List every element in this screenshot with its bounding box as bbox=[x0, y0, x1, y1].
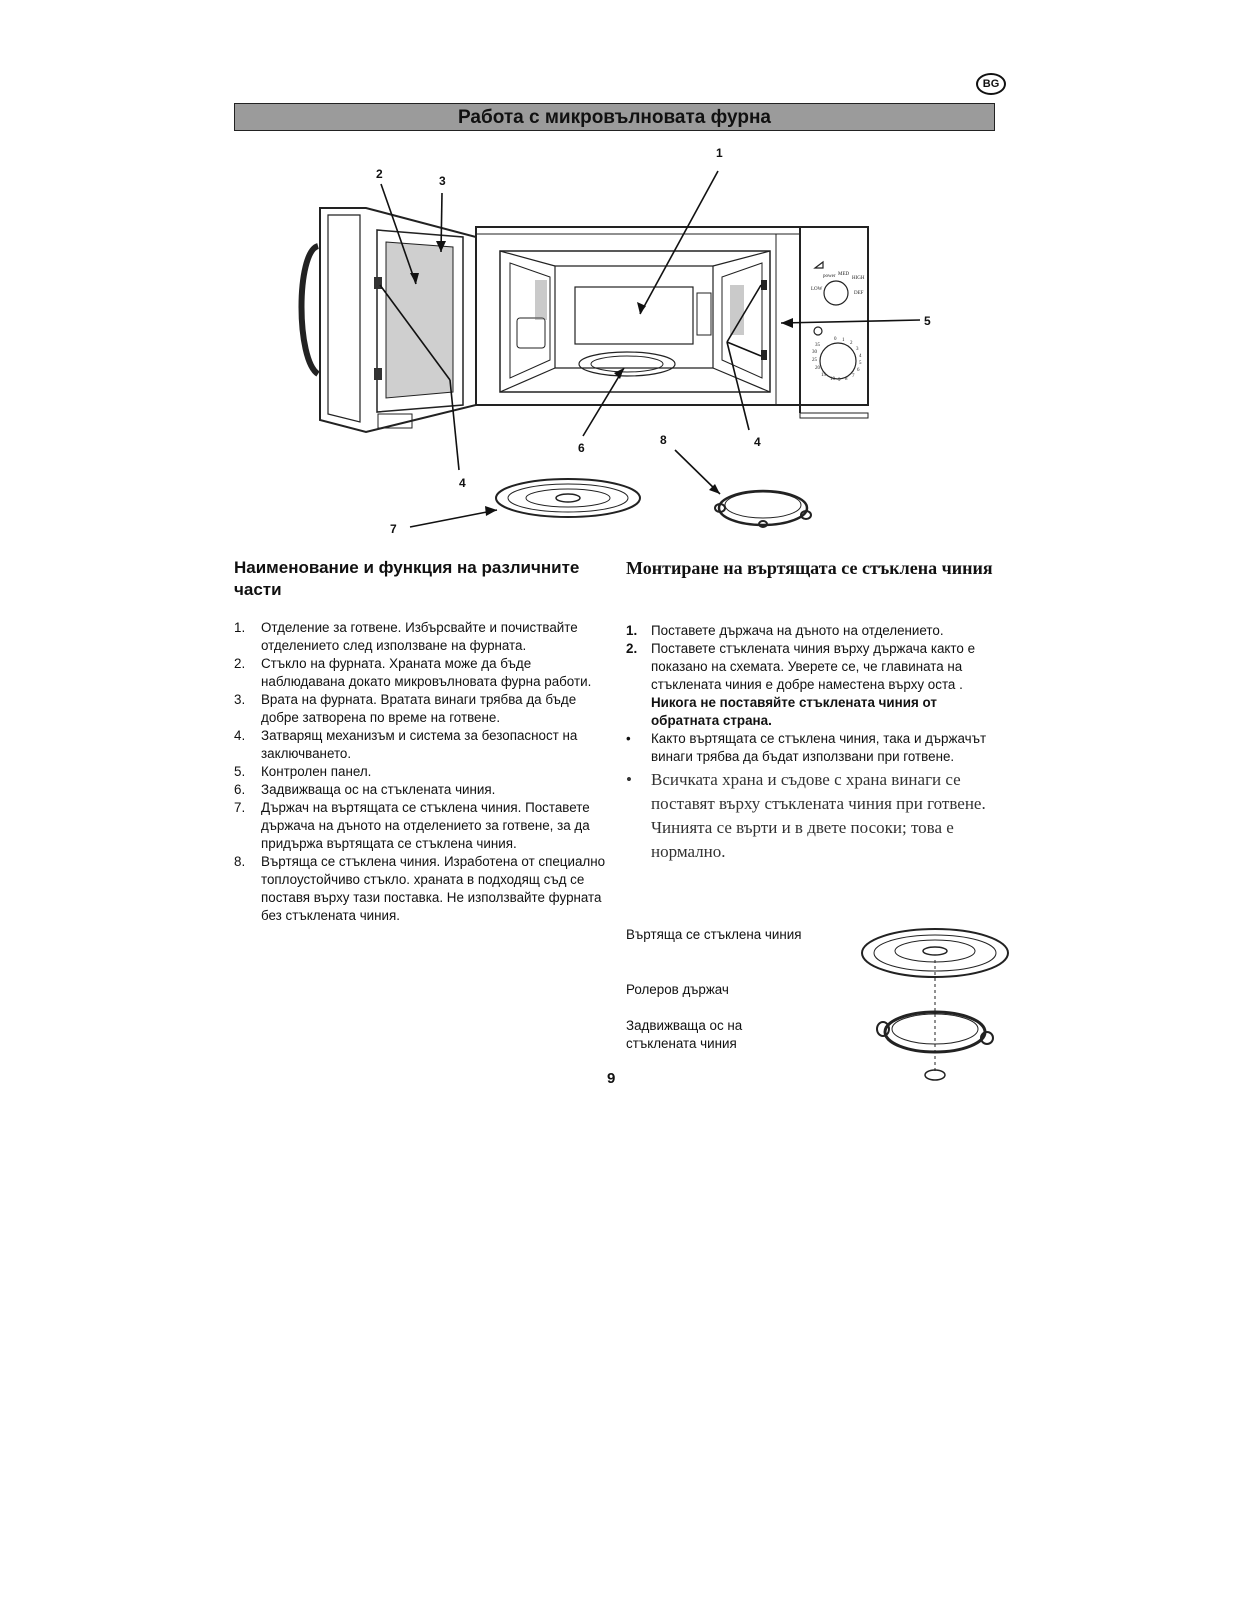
callout-7: 7 bbox=[390, 522, 397, 536]
list-item: 4. Затварящ механизъм и система за безопасност на заключването. bbox=[234, 728, 578, 761]
door-hook-lower bbox=[374, 368, 382, 380]
svg-text:35: 35 bbox=[815, 343, 820, 348]
callout-2: 2 bbox=[376, 167, 383, 181]
list-item: 6. Задвижваща ос на стъклената чиния. bbox=[234, 782, 496, 797]
list-item: 3. Врата на фурната. Вратата винаги трябва да бъде добре затворена по време на готвене. bbox=[234, 692, 577, 725]
svg-text:0: 0 bbox=[834, 337, 837, 342]
assembly-diagram bbox=[850, 925, 1020, 1085]
install-heading: Монтиране на въртящата се стъклена чиния bbox=[626, 558, 993, 578]
svg-text:power: power bbox=[823, 274, 836, 279]
page-title: Работа с микровълновата фурна bbox=[234, 103, 995, 131]
svg-text:LOW: LOW bbox=[811, 287, 823, 292]
svg-text:MED: MED bbox=[838, 272, 850, 277]
warning-text: Никога не поставяйте стъклената чиния от обратната страна. bbox=[651, 695, 937, 728]
callout-1: 1 bbox=[716, 146, 723, 160]
caption-roller: Ролеров държач bbox=[626, 982, 729, 997]
callout-5: 5 bbox=[924, 314, 931, 328]
svg-text:6: 6 bbox=[857, 368, 860, 373]
glass-tray bbox=[496, 479, 640, 517]
svg-text:10: 10 bbox=[830, 377, 835, 382]
svg-text:25: 25 bbox=[812, 358, 817, 363]
caption-shaft: Задвижваща ос на стъклената чиния bbox=[626, 1018, 743, 1051]
callout-8: 8 bbox=[660, 433, 667, 447]
callout-4-left: 4 bbox=[459, 476, 466, 490]
parts-heading: Наименование и функция на различните части bbox=[234, 558, 580, 599]
callout-4-right: 4 bbox=[754, 435, 761, 449]
list-item: 5. Контролен панел. bbox=[234, 764, 372, 779]
callout-6: 6 bbox=[578, 441, 585, 455]
install-list bbox=[626, 622, 1006, 864]
list-item: 1. Поставете държача на дъното на отделението. bbox=[626, 623, 944, 638]
latch-upper bbox=[761, 280, 767, 290]
door-glass bbox=[386, 242, 453, 398]
latch-lower bbox=[761, 350, 767, 360]
parts-list bbox=[234, 619, 606, 925]
svg-text:9: 9 bbox=[838, 378, 841, 383]
svg-text:5: 5 bbox=[859, 361, 862, 366]
svg-text:7: 7 bbox=[852, 374, 855, 379]
microwave-diagram bbox=[0, 140, 1237, 540]
svg-text:30: 30 bbox=[812, 350, 817, 355]
svg-text:DEF: DEF bbox=[854, 291, 864, 296]
svg-text:8: 8 bbox=[845, 377, 848, 382]
page-number: 9 bbox=[607, 1070, 616, 1087]
caption-plate: Въртяща се стъклена чиния bbox=[626, 927, 802, 942]
svg-text:HIGH: HIGH bbox=[852, 276, 865, 281]
language-badge: BG bbox=[976, 73, 1006, 95]
svg-text:20: 20 bbox=[815, 366, 820, 371]
list-item: • Както въртящата се стъклена чиния, така и държачът винаги трябва да бъдат използвани при готвене. bbox=[626, 731, 987, 764]
list-item: 8. Въртяща се стъклена чиния. Изработена от специално топлоустойчиво стъкло. храната в подходящ съд се поставя върху тази поставка. Не използвайте фурната без стъклената чиния. bbox=[234, 854, 606, 923]
list-item: • Всичката храна и съдове с храна винаги се поставят върху стъклената чиния при готвене. Чинията се върти и в двете посоки; това е нормално. bbox=[626, 770, 986, 861]
svg-text:4: 4 bbox=[859, 354, 862, 359]
list-item: 1. Отделение за готвене. Избърсвайте и почиствайте отделението след използване на фурната. bbox=[234, 620, 578, 653]
list-item: 2. Стъкло на фурната. Храната може да бъде наблюдавана докато микровълновата фурна работи. bbox=[234, 656, 592, 689]
svg-text:1: 1 bbox=[842, 338, 845, 343]
svg-text:3: 3 bbox=[856, 347, 859, 352]
list-item: 7. Държач на въртящата се стъклена чиния. Поставете държача на дъното на отделението за готвене, за да придържа въртящата се стъклена чиния. bbox=[234, 800, 590, 851]
callout-3: 3 bbox=[439, 174, 446, 188]
svg-text:2: 2 bbox=[850, 341, 853, 346]
roller-ring bbox=[715, 491, 811, 527]
svg-text:15: 15 bbox=[821, 373, 826, 378]
list-item: 2. Поставете стъклената чиния върху държача както е показано на схемата. Уверете се, че главината на стъклената чиния е добре наместена върху оста . Никога не поставяйте стъклената чиния от обратната страна. bbox=[626, 641, 976, 728]
